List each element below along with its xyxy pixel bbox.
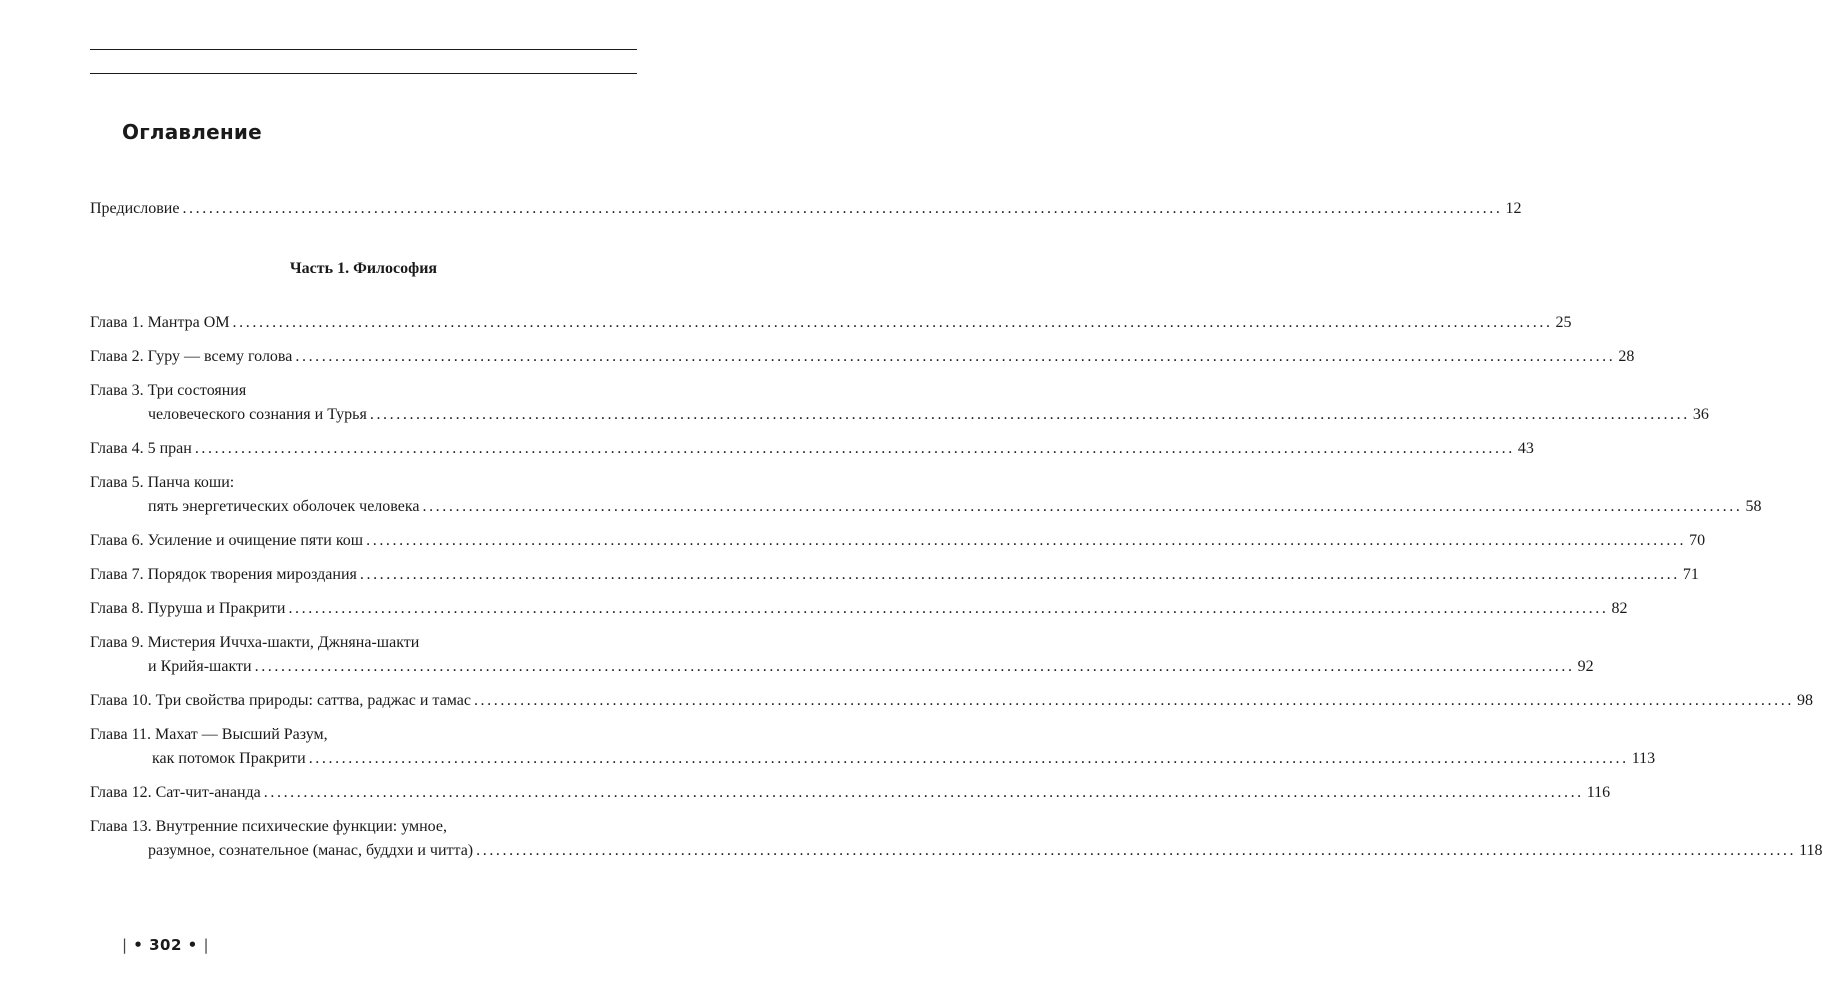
- top-rule: [90, 49, 637, 50]
- folio-bar-left: |: [122, 936, 128, 954]
- toc-entry-page: 71: [1682, 566, 1699, 583]
- part-heading: Часть 1. Философия: [289, 260, 438, 277]
- toc-entry-chapter-8[interactable]: [90, 598, 1628, 620]
- toc-entry-page: 113: [1631, 750, 1656, 767]
- toc-entry-label: Глава 4. 5 пран: [90, 440, 192, 457]
- leader-dots: ........................................................................................................................................................................................................: [182, 200, 1503, 217]
- toc-entry-label: Глава 8. Пуруша и Пракрити: [90, 600, 286, 617]
- toc-entry-page: 36: [1692, 406, 1709, 423]
- toc-entry-label: Глава 13. Внутренние психические функции: умное,: [90, 818, 447, 835]
- second-rule: [90, 73, 637, 74]
- toc-entry-label: Глава 5. Панча коши:: [90, 474, 235, 491]
- leader-dots: ........................................................................................................................................................................................................: [263, 784, 1584, 801]
- toc-entry-page: 43: [1517, 440, 1534, 457]
- toc-entry-chapter-13[interactable]: [90, 816, 1823, 862]
- toc-entry-label: Глава 9. Мистерия Иччха-шакти, Джняна-шакти: [90, 634, 420, 651]
- toc-entry-page: 116: [1586, 784, 1611, 801]
- toc-entry-page: 12: [1505, 200, 1522, 217]
- toc-entry-chapter-9[interactable]: [90, 632, 1594, 678]
- page-number: 302: [149, 936, 182, 954]
- toc-list: [90, 198, 1823, 874]
- toc-entry-page: 118: [1799, 842, 1823, 859]
- toc-entry-label-continued: и Крийя-шакти: [148, 658, 252, 675]
- toc-entry-label: Глава 2. Гуру — всему голова: [90, 348, 293, 365]
- leader-dots: ........................................................................................................................................................................................................: [254, 658, 1575, 675]
- leader-dots: ........................................................................................................................................................................................................: [422, 498, 1743, 515]
- toc-entry-chapter-11[interactable]: [90, 724, 1656, 770]
- toc-entry-label: Предисловие: [90, 200, 180, 217]
- toc-entry-label-continued: человеческого сознания и Турья: [148, 406, 367, 423]
- toc-entry-chapter-1[interactable]: [90, 312, 1572, 334]
- toc-entry-chapter-5[interactable]: [90, 472, 1762, 518]
- toc-entry-label-continued: как потомок Пракрити: [152, 750, 306, 767]
- page-folio: [122, 936, 209, 954]
- folio-dot-left: •: [133, 936, 144, 954]
- toc-entry-page: 28: [1618, 348, 1635, 365]
- folio-dot-right: •: [187, 936, 198, 954]
- toc-entry-label: Глава 1. Мантра ОМ: [90, 314, 230, 331]
- toc-entry-label: Глава 12. Сат-чит-ананда: [90, 784, 261, 801]
- folio-bar-right: |: [203, 936, 210, 954]
- leader-dots: ........................................................................................................................................................................................................: [369, 406, 1690, 423]
- toc-entry-chapter-10[interactable]: [90, 690, 1813, 712]
- leader-dots: ........................................................................................................................................................................................................: [359, 566, 1680, 583]
- toc-entry-page: 70: [1689, 532, 1706, 549]
- toc-entry-label: Глава 10. Три свойства природы: саттва, раджас и тамас: [90, 692, 471, 709]
- leader-dots: ........................................................................................................................................................................................................: [366, 532, 1687, 549]
- toc-entry-chapter-4[interactable]: [90, 438, 1534, 460]
- leader-dots: ........................................................................................................................................................................................................: [308, 750, 1629, 767]
- toc-entry-page: 25: [1555, 314, 1572, 331]
- leader-dots: ........................................................................................................................................................................................................: [288, 600, 1609, 617]
- chapter-list: [90, 312, 1823, 862]
- toc-entry-chapter-2[interactable]: [90, 346, 1635, 368]
- toc-entry-page: 82: [1611, 600, 1628, 617]
- leader-dots: ........................................................................................................................................................................................................: [194, 440, 1515, 457]
- toc-entry-chapter-3[interactable]: [90, 380, 1709, 426]
- toc-entry-chapter-12[interactable]: [90, 782, 1611, 804]
- toc-entry-label: Глава 11. Махат — Высший Разум,: [90, 726, 328, 743]
- leader-dots: ........................................................................................................................................................................................................: [476, 842, 1797, 859]
- leader-dots: ........................................................................................................................................................................................................: [473, 692, 1794, 709]
- toc-entry-chapter-7[interactable]: [90, 564, 1699, 586]
- toc-title: Оглавление: [122, 120, 262, 144]
- toc-entry-chapter-6[interactable]: [90, 530, 1706, 552]
- toc-entry-label-continued: пять энергетических оболочек человека: [148, 498, 420, 515]
- toc-entry-preface[interactable]: [90, 198, 1522, 220]
- leader-dots: ........................................................................................................................................................................................................: [295, 348, 1616, 365]
- toc-entry-label: Глава 7. Порядок творения мироздания: [90, 566, 357, 583]
- toc-entry-page: 92: [1577, 658, 1594, 675]
- toc-entry-label-continued: разумное, сознательное (манас, буддхи и читта): [148, 842, 474, 859]
- toc-entry-label: Глава 3. Три состояния: [90, 382, 247, 399]
- toc-entry-page: 98: [1796, 692, 1813, 709]
- leader-dots: ........................................................................................................................................................................................................: [232, 314, 1553, 331]
- toc-entry-page: 58: [1745, 498, 1762, 515]
- toc-entry-label: Глава 6. Усиление и очищение пяти кош: [90, 532, 364, 549]
